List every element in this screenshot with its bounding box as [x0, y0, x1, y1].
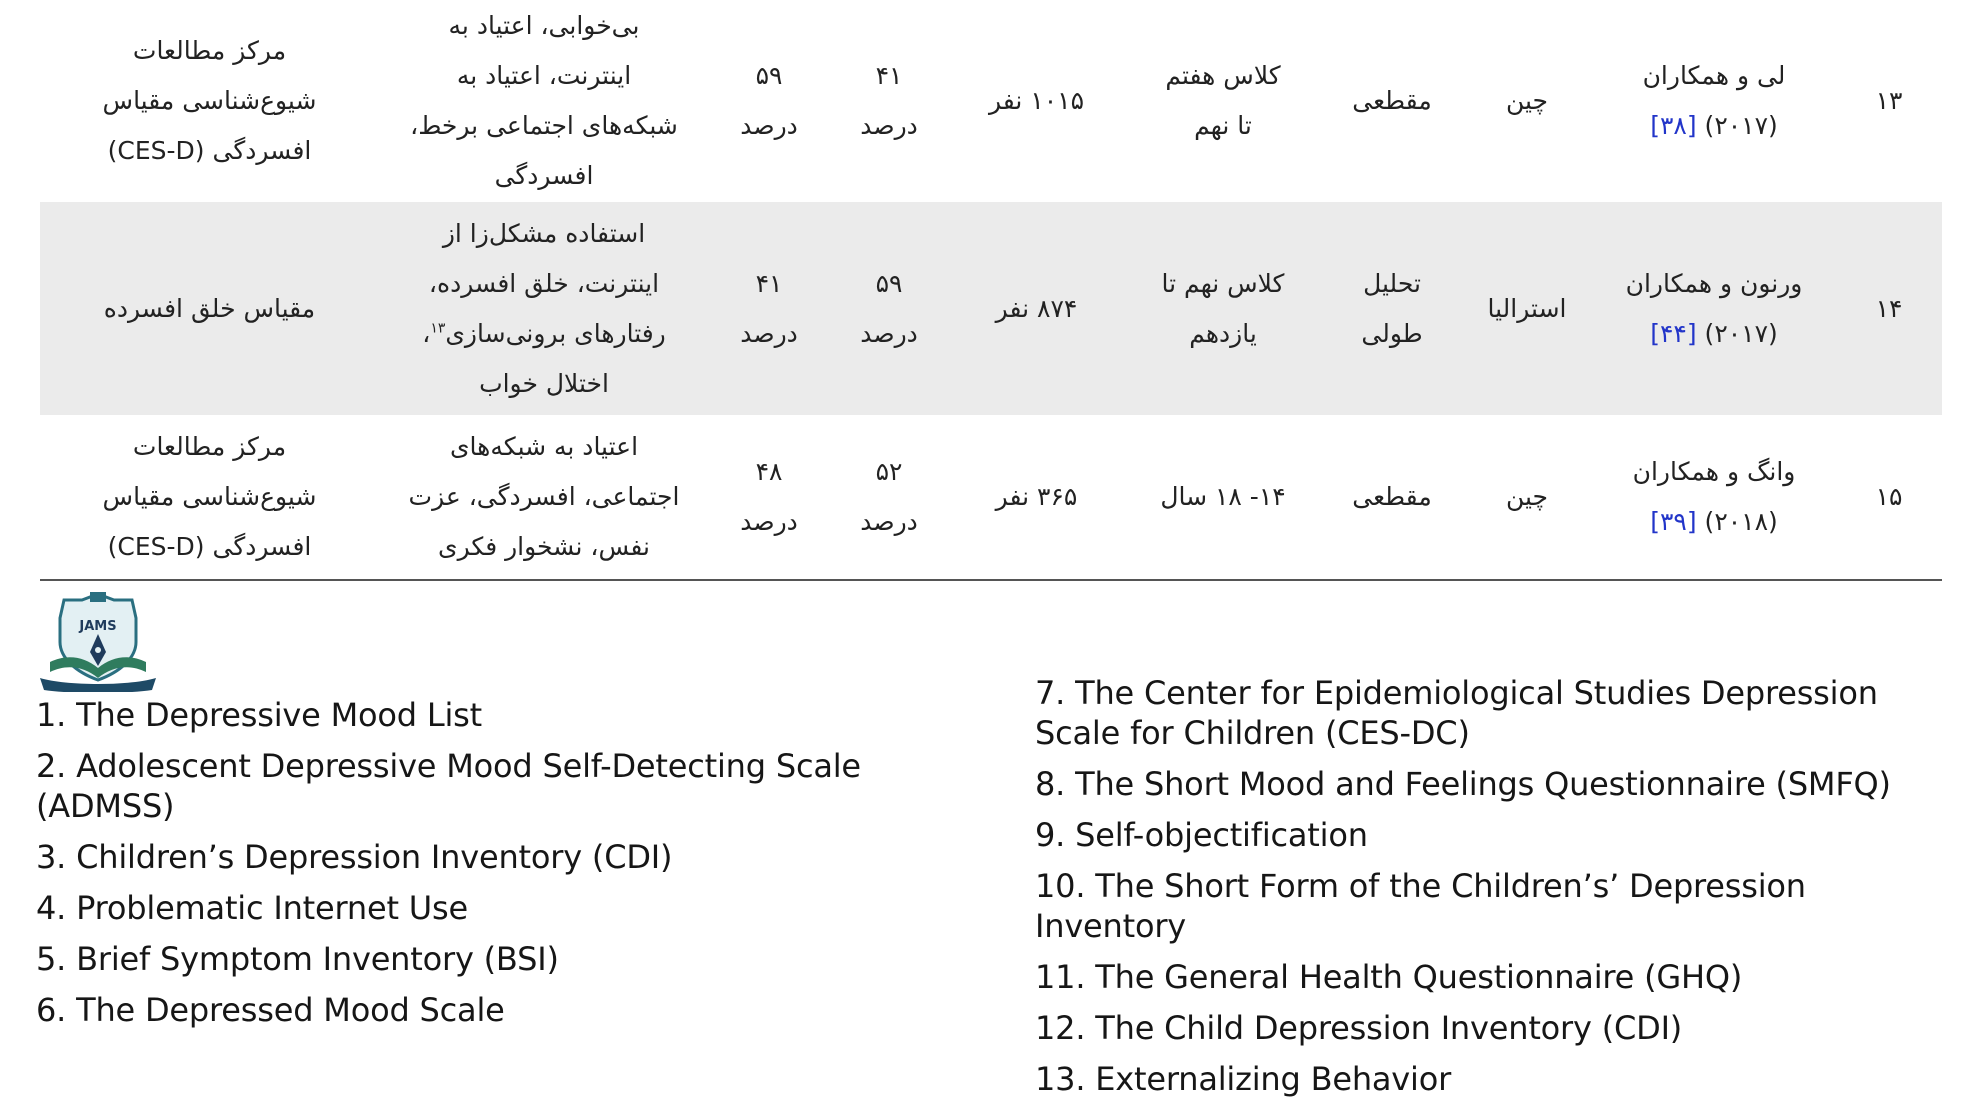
- tool: مقیاس خلق افسرده: [103, 293, 316, 323]
- year: (۲۰۱۷): [1704, 318, 1778, 348]
- studies-table: [40, 0, 1942, 581]
- variables-line: استفاده مشکل‌زا از: [442, 218, 646, 248]
- design-line: تحلیل: [1363, 268, 1421, 298]
- variables-cell: [379, 202, 709, 415]
- logo-pen-hole: [95, 647, 101, 653]
- percent-value: ۴۱: [755, 268, 783, 298]
- study-design-cell: [1322, 202, 1462, 415]
- percent-value: ۵۲: [875, 457, 903, 486]
- percent-unit: درصد: [740, 507, 798, 536]
- country: چین: [1505, 482, 1549, 511]
- tool-cell: [40, 0, 379, 202]
- tool-line: مرکز مطالعات: [132, 432, 287, 461]
- authors-cell: [1592, 202, 1836, 415]
- study-design: مقطعی: [1352, 482, 1432, 511]
- study-design: مقطعی: [1352, 86, 1432, 115]
- footnotes-left: [36, 695, 936, 1041]
- variables-cell: [379, 0, 709, 202]
- authors: وانگ و همکاران: [1632, 457, 1796, 486]
- percent-value: ۵۹: [875, 268, 903, 298]
- logo-tower: [90, 592, 106, 602]
- variables-line: اینترنت، اعتیاد به: [456, 61, 632, 90]
- year: (۲۰۱۷): [1704, 111, 1778, 140]
- footnote-item: 1. The Depressive Mood List: [36, 696, 482, 734]
- percent-unit: درصد: [740, 111, 798, 140]
- tool-line: افسردگی (CES-D): [107, 136, 312, 165]
- country: استرالیا: [1487, 293, 1567, 323]
- footnote-item: 12. The Child Depression Inventory (CDI): [1035, 1009, 1683, 1047]
- tool-line: شیوع‌شناسی مقیاس: [102, 86, 317, 115]
- variables-line: اجتماعی، افسردگی، عزت: [408, 482, 680, 511]
- percent-unit: درصد: [860, 111, 918, 140]
- footnote-item: 13. Externalizing Behavior: [1035, 1060, 1452, 1098]
- design-line: طولی: [1361, 318, 1423, 348]
- percent-unit: درصد: [860, 507, 918, 536]
- citation-link[interactable]: [۳۸]: [1650, 111, 1697, 140]
- variables-line: اینترنت، خلق افسرده،: [428, 268, 660, 298]
- country: چین: [1505, 86, 1549, 115]
- variables-line: رفتارهای برونی‌سازی: [445, 318, 666, 348]
- authors: ورنون و همکاران: [1625, 268, 1803, 298]
- percent-cell: [709, 415, 829, 580]
- tool-line: مرکز مطالعات: [132, 36, 287, 65]
- row-number: ۱۳: [1875, 86, 1903, 115]
- percent-cell: [709, 202, 829, 415]
- variables-line: اعتیاد به شبکه‌های: [449, 432, 639, 461]
- citation-link[interactable]: [۴۴]: [1650, 318, 1697, 348]
- tool-line: شیوع‌شناسی مقیاس: [102, 482, 317, 511]
- percent-unit: درصد: [860, 318, 918, 348]
- percent-cell: [829, 202, 949, 415]
- percent-cell: [829, 0, 949, 202]
- authors: لی و همکاران: [1642, 61, 1786, 90]
- variables-line: بی‌خوابی، اعتیاد به: [448, 11, 640, 40]
- footnote-item: 9. Self-objectification: [1035, 816, 1368, 854]
- variables-line: نفس، نشخوار فکری: [438, 532, 650, 561]
- footnote-item: 5. Brief Symptom Inventory (BSI): [36, 940, 559, 978]
- footnote-item: 11. The General Health Questionnaire (GHQ): [1035, 958, 1743, 996]
- variables-line: شبکه‌های اجتماعی برخط،: [410, 111, 678, 140]
- year: (۲۰۱۸): [1704, 507, 1778, 536]
- table-row: [40, 415, 1942, 580]
- grade-line: کلاس نهم تا: [1161, 268, 1285, 298]
- authors-cell: [1592, 0, 1836, 202]
- grade-line: تا نهم: [1194, 111, 1252, 140]
- percent-value: ۴۱: [875, 61, 903, 90]
- grade-cell: [1124, 202, 1322, 415]
- grade-line: یازدهم: [1189, 318, 1257, 348]
- percent-unit: درصد: [740, 318, 798, 348]
- citation-link[interactable]: [۳۹]: [1650, 507, 1697, 536]
- percent-cell: [709, 0, 829, 202]
- variables-line: اختلال خواب: [479, 368, 609, 398]
- footnote-item: 8. The Short Mood and Feelings Questionnaire (SMFQ): [1035, 765, 1891, 803]
- footnote-item: 7. The Center for Epidemiological Studies Depression Scale for Children (CES-DC): [1035, 674, 1878, 752]
- table-row: [40, 202, 1942, 415]
- footnotes-right: [1035, 673, 1950, 1110]
- logo-text: JAMS: [79, 619, 117, 634]
- table-row: [40, 0, 1942, 202]
- grade: ۱۴- ۱۸ سال: [1160, 482, 1286, 511]
- jams-logo: [36, 592, 160, 692]
- footnote-marker: ۱۳: [430, 320, 446, 337]
- tool-line: افسردگی (CES-D): [107, 532, 312, 561]
- authors-cell: [1592, 415, 1836, 580]
- footnote-item: 10. The Short Form of the Children’s’ Depression Inventory: [1035, 867, 1806, 945]
- percent-cell: [829, 415, 949, 580]
- footnote-item: 3. Children’s Depression Inventory (CDI): [36, 838, 673, 876]
- percent-value: ۵۹: [755, 61, 783, 90]
- footnote-item: 6. The Depressed Mood Scale: [36, 991, 505, 1029]
- row-number: ۱۴: [1875, 293, 1903, 323]
- row-number: ۱۵: [1875, 482, 1903, 511]
- percent-value: ۴۸: [755, 457, 783, 486]
- sample-size: ۸۷۴ نفر: [995, 293, 1078, 323]
- grade-cell: [1124, 0, 1322, 202]
- variables-punct: ،: [422, 318, 431, 348]
- footnote-item: 4. Problematic Internet Use: [36, 889, 468, 927]
- tool-cell: [40, 415, 379, 580]
- variables-line: افسردگی: [494, 161, 594, 190]
- footnote-item: 2. Adolescent Depressive Mood Self-Detecting Scale (ADMSS): [36, 747, 861, 825]
- sample-size: ۳۶۵ نفر: [995, 482, 1078, 511]
- variables-cell: [379, 415, 709, 580]
- grade-line: کلاس هفتم: [1165, 61, 1281, 90]
- studies-table-container: [40, 0, 1942, 581]
- sample-size: ۱۰۱۵ نفر: [988, 86, 1085, 115]
